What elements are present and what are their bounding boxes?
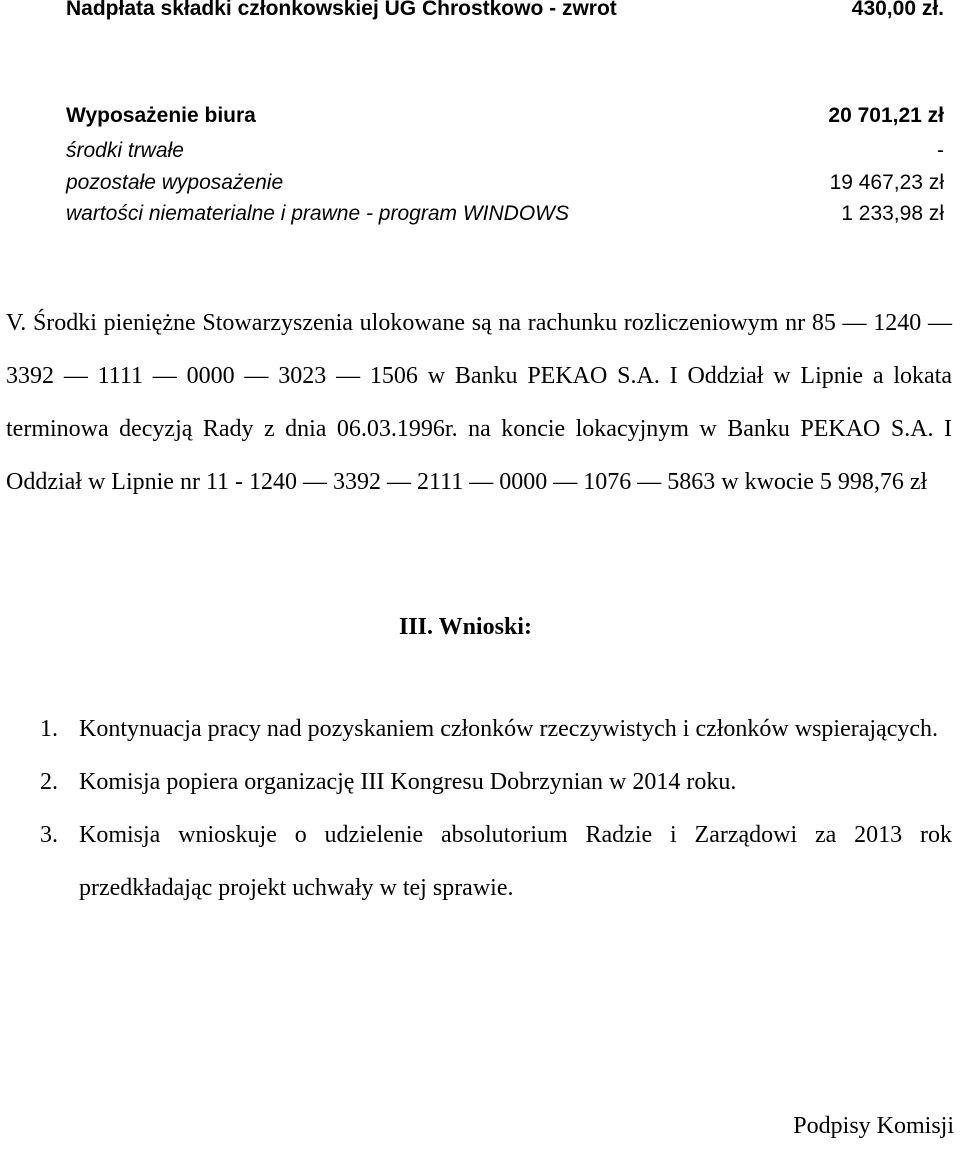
signature-line: Podpisy Komisji (793, 1113, 954, 1139)
list-item-number: 1. (40, 716, 58, 742)
equipment-item-row (66, 202, 944, 226)
equipment-item-row (66, 139, 944, 163)
list-item-text: Kontynuacja pracy nad pozyskaniem członków rzeczywistych i członków wspierających. (79, 716, 939, 742)
list-item (6, 703, 952, 756)
equipment-title-row (66, 104, 944, 128)
refund-amount: 430,00 zł. (851, 0, 944, 20)
equipment-item-label: środki trwałe (66, 139, 184, 162)
equipment-total: 20 701,21 zł (828, 104, 944, 127)
conclusions-list (6, 703, 952, 915)
list-item-text: Komisja popiera organizację III Kongresu Dobrzynian w 2014 roku. (79, 769, 737, 795)
list-item (6, 809, 952, 915)
equipment-item-row (66, 171, 944, 195)
equipment-item-label: wartości niematerialne i prawne - program WINDOWS (66, 202, 569, 225)
list-item-number: 2. (40, 769, 58, 795)
refund-row (66, 0, 944, 21)
equipment-item-amount: - (937, 139, 944, 162)
equipment-item-amount: 19 467,23 zł (829, 171, 944, 194)
list-item-number: 3. (40, 822, 58, 848)
equipment-item-label: pozostałe wyposażenie (66, 171, 284, 194)
bank-accounts-paragraph: V. Środki pieniężne Stowarzyszenia ulokowane są na rachunku rozliczeniowym nr 85 — 1240 — 3392 — 1111 — 0000 — 3023 — 1506 w Banku PEKAO S.A. I Oddział w Lipnie a lokata terminowa decyzją Rady z dnia 06.03.1996r. na koncie lokacyjnym w Banku PEKAO S.A. I Oddział w Lipnie nr 11 - 1240 — 3392 — 2111 — 0000 — 1076 — 5863 w kwocie 5 998,76 zł (6, 310, 952, 495)
refund-label: Nadpłata składki członkowskiej UG Chrostkowo - zwrot (66, 0, 617, 20)
list-item-text: Komisja wnioskuje o udzielenie absolutorium Radzie i Zarządowi za 2013 rok przedkładając projekt uchwały w tej sprawie. (79, 822, 952, 901)
conclusions-heading: III. Wnioski: (399, 614, 532, 640)
list-item (6, 756, 952, 809)
equipment-title: Wyposażenie biura (66, 104, 256, 127)
equipment-item-amount: 1 233,98 zł (841, 202, 944, 225)
